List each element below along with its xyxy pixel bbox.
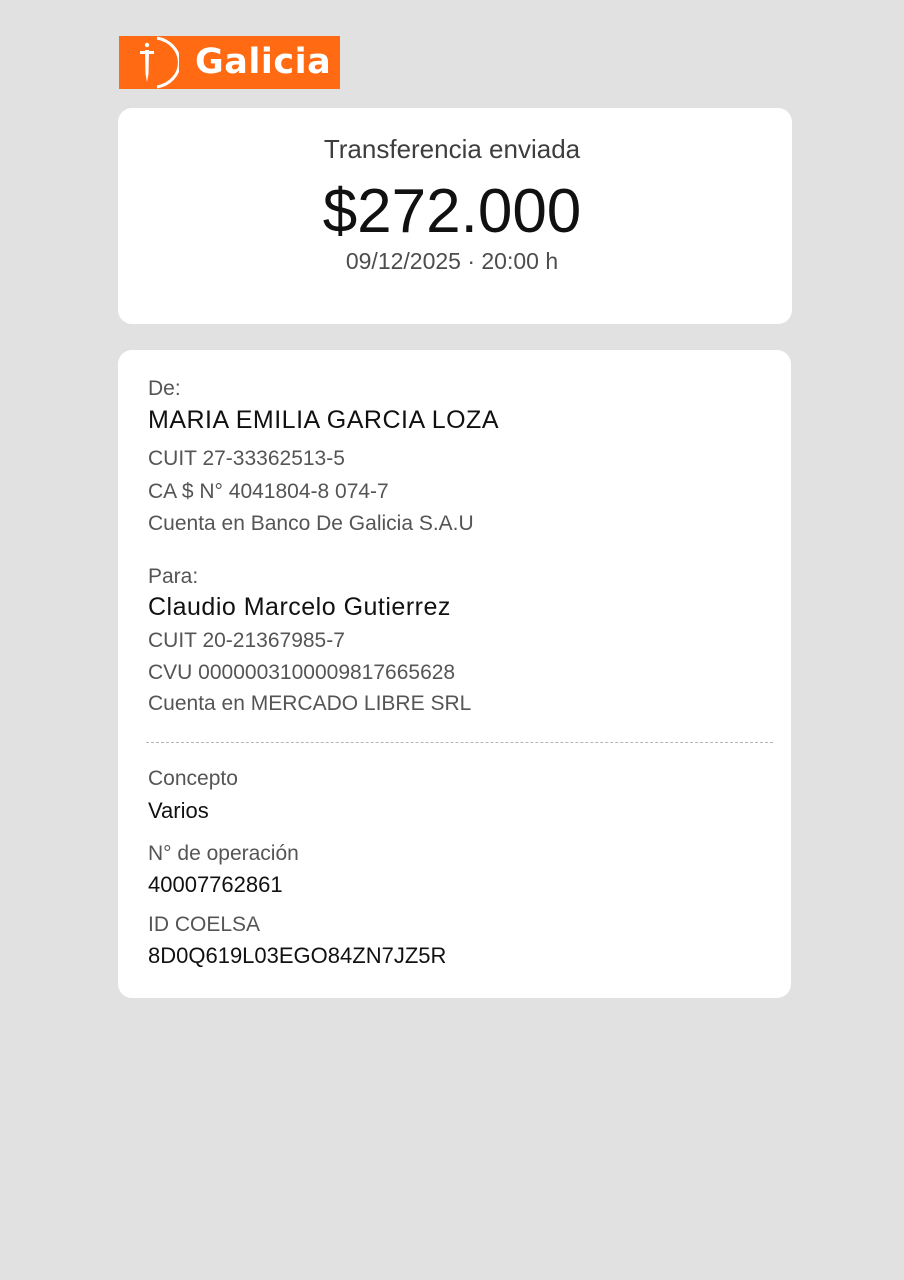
to-bank: Cuenta en MERCADO LIBRE SRL (148, 692, 472, 715)
concept-label: Concepto (148, 767, 238, 790)
section-divider (146, 742, 773, 743)
from-label: De: (148, 377, 181, 400)
to-name: Claudio Marcelo Gutierrez (148, 593, 451, 621)
from-name: MARIA EMILIA GARCIA LOZA (148, 406, 499, 434)
from-bank: Cuenta en Banco De Galicia S.A.U (148, 512, 474, 535)
from-cuit: CUIT 27-33362513-5 (148, 447, 345, 470)
operation-number-label: N° de operación (148, 842, 299, 865)
from-account: CA $ N° 4041804-8 074-7 (148, 480, 389, 503)
concept-value: Varios (148, 798, 209, 823)
transfer-datetime: 09/12/2025 · 20:00 h (345, 248, 559, 274)
galicia-logo (119, 36, 340, 89)
transfer-amount: $272.000 (322, 177, 582, 246)
operation-number-value: 40007762861 (148, 872, 283, 897)
transfer-status-title: Transferencia enviada (323, 134, 581, 164)
to-account: CVU 0000003100009817665628 (148, 661, 456, 684)
to-label: Para: (148, 565, 199, 588)
to-cuit: CUIT 20-21367985-7 (148, 629, 345, 652)
brand-name: Galicia (195, 41, 332, 82)
coelsa-id-label: ID COELSA (148, 913, 261, 936)
galicia-cross-icon (119, 36, 179, 89)
coelsa-id-value: 8D0Q619L03EGO84ZN7JZ5R (148, 943, 447, 968)
